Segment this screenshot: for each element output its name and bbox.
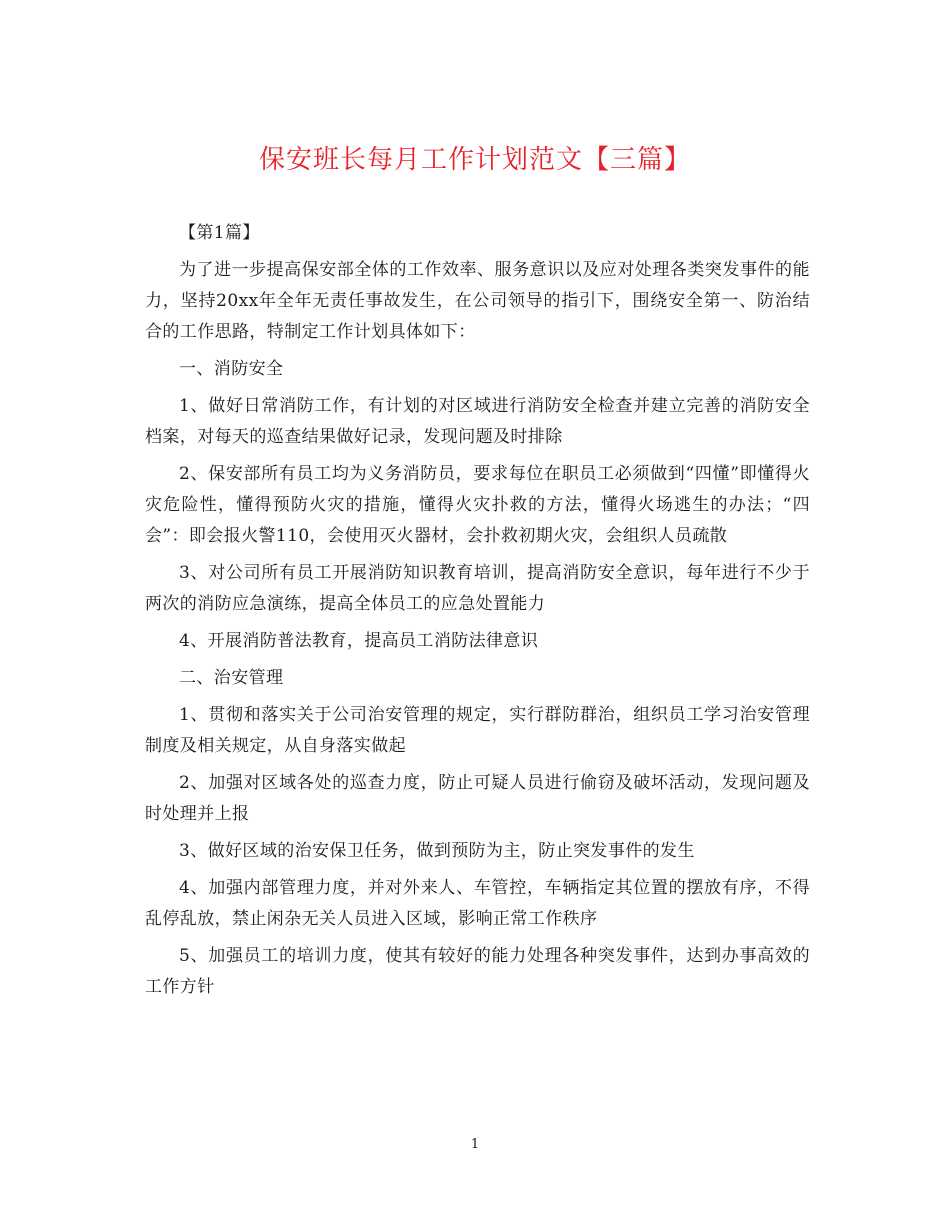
section-label-part-1: 【第1篇】 xyxy=(179,223,260,243)
fire-safety-item-4: 4、开展消防普法教育，提高员工消防法律意识 xyxy=(179,631,539,651)
fire-safety-item-3: 3、对公司所有员工开展消防知识教育培训，提高消防安全意识，每年进行不少于两次的消防应急演练，提高全体员工的应急处置能力 xyxy=(145,563,810,614)
document-title: 保安班长每月工作计划范文【三篇】 xyxy=(258,145,691,175)
heading-fire-safety: 一、消防安全 xyxy=(179,359,284,379)
fire-safety-item-1: 1、做好日常消防工作，有计划的对区域进行消防安全检查并建立完善的消防安全档案，对每天的巡查结果做好记录，发现问题及时排除 xyxy=(145,396,810,447)
heading-public-security: 二、治安管理 xyxy=(179,668,284,688)
intro-paragraph: 为了进一步提高保安部全体的工作效率、服务意识以及应对处理各类突发事件的能力，坚持20xx年全年无责任事故发生，在公司领导的指引下，围绕安全第一、防治结合的工作思路，特制定工作计划具体如下： xyxy=(145,260,810,342)
security-item-5: 5、加强员工的培训力度，使其有较好的能力处理各种突发事件，达到办事高效的工作方针 xyxy=(145,946,810,997)
document-body xyxy=(145,218,810,1009)
fire-safety-item-2: 2、保安部所有员工均为义务消防员，要求每位在职员工必须做到“四懂”即懂得火灾危险性，懂得预防火灾的措施，懂得火灾扑救的方法，懂得火场逃生的办法；“四会”：即会报火警110，会使用灭火器材，会扑救初期火灾，会组织人员疏散 xyxy=(145,464,810,546)
page-number: 1 xyxy=(470,1137,480,1152)
security-item-4: 4、加强内部管理力度，并对外来人、车管控，车辆指定其位置的摆放有序，不得乱停乱放，禁止闲杂无关人员进入区域，影响正常工作秩序 xyxy=(145,878,810,929)
security-item-1: 1、贯彻和落实关于公司治安管理的规定，实行群防群治，组织员工学习治安管理制度及相关规定，从自身落实做起 xyxy=(145,705,810,756)
security-item-2: 2、加强对区域各处的巡查力度，防止可疑人员进行偷窃及破坏活动，发现问题及时处理并上报 xyxy=(145,773,810,824)
security-item-3: 3、做好区域的治安保卫任务，做到预防为主，防止突发事件的发生 xyxy=(179,841,695,861)
